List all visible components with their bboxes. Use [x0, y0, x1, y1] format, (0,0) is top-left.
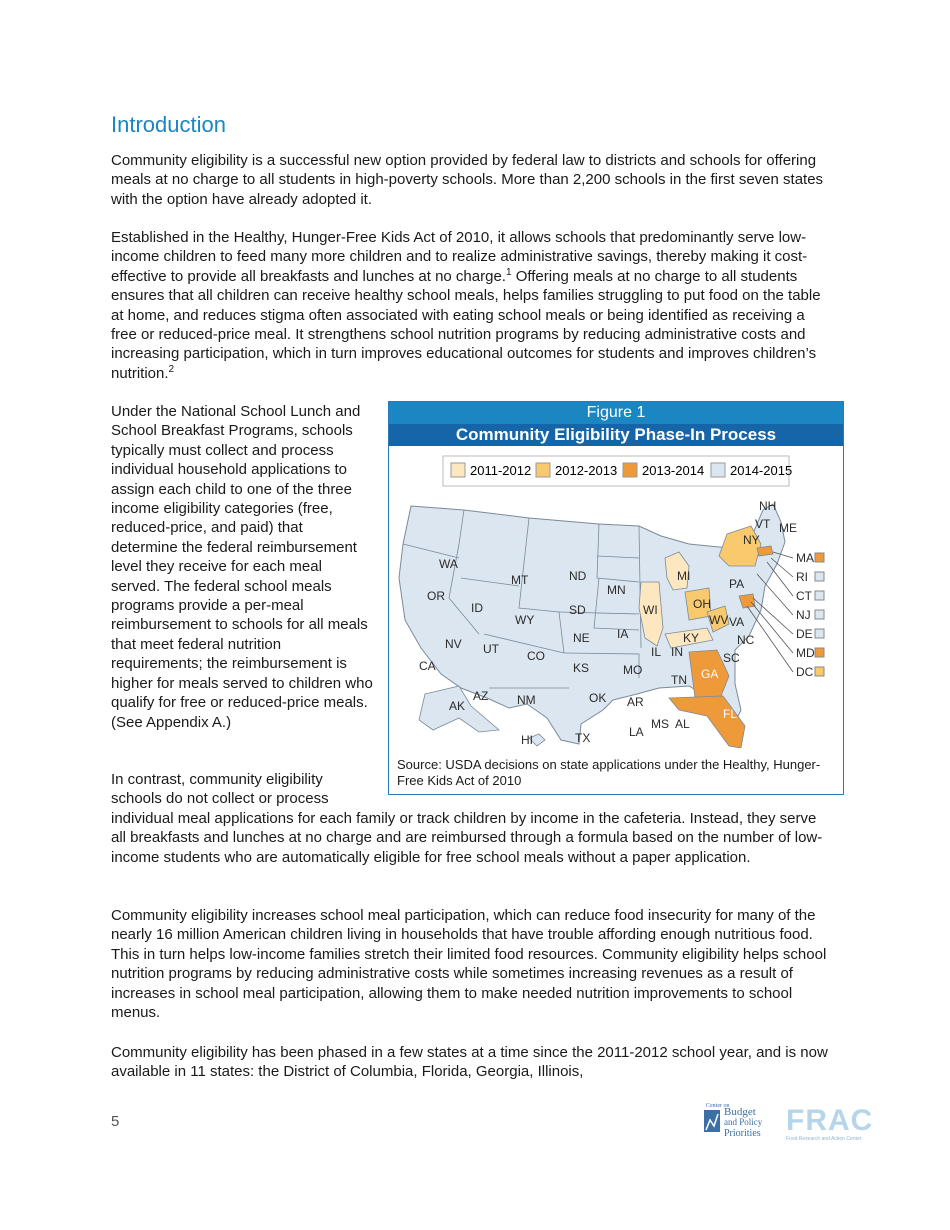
frac-logo[interactable]: [786, 1102, 876, 1142]
label-nh: NH: [759, 499, 777, 513]
east-swatch-nj: [815, 610, 824, 619]
intro-paragraph-4-rest: individual meal applications for each family or track children by income in the cafeteria. Instead, they serve all breakfasts and lunches at no charge and are reimbursed through a formula based on the number of low-income students who are automatically eligible for free school meals without a paper application.: [111, 810, 823, 866]
intro-paragraph-6: Community eligibility has been phased in a few states at a time since the 2011-2012 school year, and is now available in 11 states: the District of Columbia, Florida, Georgia, Illinois,: [111, 1044, 828, 1081]
label-or: OR: [427, 589, 445, 603]
label-ks: KS: [573, 661, 590, 675]
label-vt: VT: [755, 517, 771, 531]
footnote-ref-2[interactable]: 2: [168, 363, 175, 375]
legend-swatch-2012: [536, 463, 550, 477]
label-pa: PA: [729, 577, 745, 591]
page-number: 5: [111, 1113, 120, 1130]
label-in: IN: [671, 645, 683, 659]
para2-text-a: Established in the Healthy, Hunger-Free Kids Act of 2010, it allows schools that predominantly serve low-income children to feed many more children and to realize administrative savings, thereby making it cost-effective to provide all breakfasts and lunches at no charge.: [111, 229, 808, 285]
label-mn: MN: [607, 583, 626, 597]
figure-number: Figure 1: [389, 402, 843, 424]
east-swatch-ct: [815, 591, 824, 600]
page-heading: Introduction: [111, 112, 226, 137]
label-mo: MO: [623, 663, 643, 677]
label-ia: IA: [617, 627, 629, 641]
east-label-ri: RI: [796, 570, 808, 584]
cbpp-line4: Priorities: [724, 1128, 761, 1139]
legend-swatch-2011: [451, 463, 465, 477]
legend-label-2012: 2012-2013: [555, 463, 618, 478]
legend-label-2014: 2014-2015: [730, 463, 793, 478]
east-label-nj: NJ: [796, 608, 811, 622]
legend-label-2013: 2013-2014: [642, 463, 705, 478]
label-co: CO: [527, 649, 545, 663]
label-va: VA: [729, 615, 745, 629]
label-oh: OH: [693, 597, 711, 611]
label-la: LA: [629, 725, 644, 739]
state-ma: [757, 546, 773, 556]
label-sd: SD: [569, 603, 586, 617]
label-az: AZ: [473, 689, 489, 703]
east-swatch-de: [815, 629, 824, 638]
label-al: AL: [675, 717, 690, 731]
label-mi: MI: [677, 569, 691, 583]
label-id: ID: [471, 601, 483, 615]
label-nc: NC: [737, 633, 755, 647]
label-ok: OK: [589, 691, 607, 705]
east-label-dc: DC: [796, 665, 814, 679]
east-label-ma: MA: [796, 551, 814, 565]
label-ny: NY: [743, 533, 760, 547]
figure-1: [388, 401, 844, 795]
figure-title: Community Eligibility Phase-In Process: [389, 424, 843, 446]
legend-2013-2014: [623, 463, 704, 478]
intro-paragraph-3: Under the National School Lunch and School Breakfast Programs, schools typically must collect and process individual household applications to assign each child to one of the three income eligibility categories (free, reduced-price, and paid) that determine the federal reimbursement level they receive for each meal served. The federal school meals programs provide a per-meal reimbursement to schools for all meals that meet federal nutrition requirements; the reimbursement is higher for meals served to children who qualify for free or reduced-price meals. (See Appendix A.): [111, 403, 373, 731]
label-nv: NV: [445, 637, 462, 651]
us-map: [389, 448, 843, 748]
label-mt: MT: [511, 573, 529, 587]
label-ak: AK: [449, 699, 466, 713]
cbpp-line1: Center on: [706, 1103, 730, 1109]
legend-swatch-2014: [711, 463, 725, 477]
frac-wordmark: FRAC: [786, 1104, 874, 1137]
label-tn: TN: [671, 673, 687, 687]
footnote-ref-1[interactable]: 1: [505, 266, 512, 278]
cbpp-logo[interactable]: [704, 1100, 774, 1140]
label-ca: CA: [419, 659, 436, 673]
intro-paragraph-2: [111, 228, 833, 383]
label-nd: ND: [569, 569, 587, 583]
east-swatch-ri: [815, 572, 824, 581]
intro-paragraph-1: Community eligibility is a successful new option provided by federal law to districts and schools for offering meals at no charge to all students in high-poverty schools. More than 2,200 schools in the first seven states with the option have already adopted it.: [111, 152, 824, 208]
para2-text-b: Offering meals at no charge to all students ensures that all children can receive healthy school meals, helps families struggling to put food on the table at home, and reduces stigma often associated with eating school meals or being identified as receiving a free or reduced-price meal. It strengthens school nutrition programs by reducing administrative costs and increasing participation, which in turn improves educational outcomes for students and improves children’s nutrition.: [111, 267, 821, 382]
frac-subtitle: Food Research and Action Center: [786, 1136, 862, 1142]
cbpp-line2: Budget: [724, 1106, 756, 1118]
legend-2011-2012: [451, 463, 531, 478]
east-label-ct: CT: [796, 589, 812, 603]
legend-2014-2015: [711, 463, 792, 478]
intro-paragraph-4-start: In contrast, community eligibility schools do not collect or process: [111, 771, 329, 808]
label-wy: WY: [515, 613, 535, 627]
east-swatch-dc: [815, 667, 824, 676]
label-ga: GA: [701, 667, 719, 681]
east-swatch-md: [815, 648, 824, 657]
label-hi: HI: [521, 733, 533, 747]
legend-label-2011: 2011-2012: [470, 463, 532, 478]
east-state-labels: [796, 551, 824, 679]
legend-2012-2013: [536, 463, 617, 478]
figure-source: Source: USDA decisions on state applications under the Healthy, Hunger-Free Kids Act of 2010: [397, 757, 821, 788]
east-label-md: MD: [796, 646, 815, 660]
label-ar: AR: [627, 695, 644, 709]
label-ne: NE: [573, 631, 590, 645]
east-label-de: DE: [796, 627, 813, 641]
label-me: ME: [779, 521, 797, 535]
cbpp-line3: and Policy: [724, 1117, 763, 1127]
label-ky: KY: [683, 631, 700, 645]
legend-swatch-2013: [623, 463, 637, 477]
label-wv: WV: [709, 613, 729, 627]
label-fl: FL: [723, 707, 738, 721]
label-nm: NM: [517, 693, 536, 707]
label-ms: MS: [651, 717, 669, 731]
label-sc: SC: [723, 651, 740, 665]
label-wa: WA: [439, 557, 458, 571]
label-il: IL: [651, 645, 662, 659]
intro-paragraph-5: Community eligibility increases school meal participation, which can reduce food insecurity for many of the nearly 16 million American children living in households that have trouble affording enough nutritious food. This in turn helps low-income families stretch their limited food resources. Community eligibility helps school nutrition programs by reducing administrative costs while sometimes increasing revenues as a result of increases in school meal participation, allowing them to make needed nutrition improvements to school menus.: [111, 907, 827, 1022]
label-ut: UT: [483, 642, 499, 656]
label-tx: TX: [575, 731, 591, 745]
east-swatch-ma: [815, 553, 824, 562]
label-wi: WI: [643, 603, 658, 617]
